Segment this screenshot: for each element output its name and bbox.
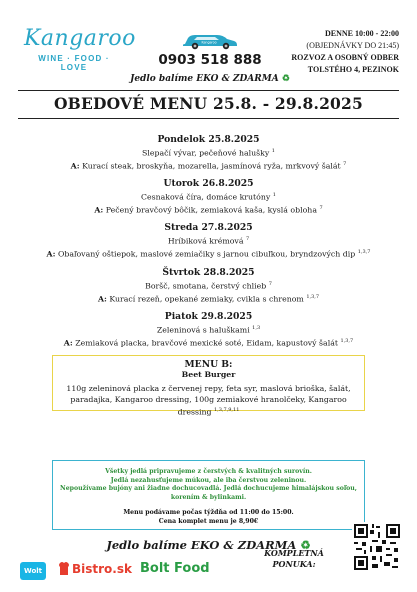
logo-wordmark: Kangaroo: [24, 26, 136, 51]
info-box: [52, 460, 365, 530]
menu-b-description-line: [53, 384, 364, 418]
bistro-logo[interactable]: [58, 561, 132, 576]
wolt-logo[interactable]: Wolt: [20, 562, 46, 580]
main-allergens: 7: [343, 161, 347, 168]
opening-info: [269, 28, 399, 76]
order-deadline: (OBJEDNÁVKY DO 21:45): [306, 41, 399, 50]
serving-hours: Menu podávame počas týždňa od 11:00 do 15:00.: [123, 509, 294, 517]
day-soup: [0, 234, 417, 247]
main-allergens: 1,3,7: [340, 338, 354, 345]
day-title: Utorok 26.8.2025: [163, 178, 254, 189]
page-title: OBEDOVÉ MENU 25.8. - 29.8.2025: [53, 94, 364, 113]
main-label: A:: [63, 338, 73, 348]
day-thursday: [0, 267, 417, 305]
main-text: Kurací rezeň, opekané zemiaky, cvikla s chrenom: [109, 294, 304, 304]
main-allergens: 1,3,7: [357, 249, 371, 256]
day-main: [0, 247, 417, 260]
main-text: Obaľovaný oštiepok, maslové zemiačiky s jarnou cibuľkou, bryndzových dip: [57, 249, 356, 259]
day-title: Streda 27.8.2025: [164, 222, 253, 233]
main-allergens: 1,3,7: [306, 294, 320, 301]
eco-packaging-note: [130, 74, 290, 84]
address: TOLSTÉHO 4, PEZINOK: [307, 65, 399, 74]
soup-text: Zeleninová s haluškami: [156, 325, 250, 335]
svg-text:Kangaroo: Kangaroo: [201, 40, 217, 45]
soup-allergens: 1,3: [252, 325, 261, 331]
soup-allergens: 1: [271, 148, 275, 154]
soup-text: Cesnaková číra, domáce krutóny: [141, 192, 271, 202]
logo-tagline: WINE · FOOD · LOVE: [38, 54, 110, 72]
recycle-icon: ♻: [300, 538, 311, 552]
menu-b-name: Beet Burger: [181, 370, 236, 379]
delivery-partners: [0, 548, 417, 582]
title-bottom-rule: [18, 118, 399, 119]
delivery-pickup: ROZVOZ A OSOBNÝ ODBER: [291, 53, 399, 62]
info-line: Nepoužívame bujóny ani žiadne dochucovadlá. Jedlá dochucujeme himalájskou soľou,: [60, 485, 357, 493]
logo: [24, 26, 136, 72]
opening-hours: DENNE 10:00 - 22:00: [325, 29, 399, 38]
day-main: [0, 159, 417, 172]
recycle-icon: ♻: [281, 74, 290, 84]
soup-text: Hríbiková krémová: [167, 236, 244, 246]
day-friday: [0, 311, 417, 349]
day-title: Piatok 29.8.2025: [164, 311, 253, 322]
info-line: korením & bylinkami.: [170, 493, 247, 501]
day-title: Štvrtok 28.8.2025: [162, 267, 255, 278]
day-main: [0, 292, 417, 305]
full-menu-label-line: KOMPLETNÁ: [264, 548, 324, 558]
day-monday: [0, 134, 417, 172]
menu-b-description: 110g zeleninová placka z červenej repy, feta syr, maslová brioška, šalát, paradajka, Kangaroo dressing, 100g zemiakové hranolčeky, Kangaroo dressing: [66, 384, 351, 417]
day-soup: [0, 190, 417, 203]
day-soup: [0, 146, 417, 159]
day-main: [0, 203, 417, 216]
menu-price: Cena komplet menu je 8,90€: [158, 517, 259, 525]
eco-packaging-text: Jedlo balíme EKO & ZDARMA: [130, 74, 279, 84]
soup-allergens: 1: [272, 192, 276, 198]
menu-b-box: [52, 355, 365, 417]
main-text: Zemiaková placka, bravčové mexické soté, Eidam, kapustový šalát: [75, 338, 338, 348]
day-title: Pondelok 25.8.2025: [157, 134, 260, 145]
soup-allergens: 7: [268, 281, 272, 287]
main-label: A:: [94, 205, 104, 215]
main-label: A:: [46, 249, 56, 259]
day-soup: [0, 323, 417, 336]
qr-code-icon[interactable]: [352, 522, 402, 572]
menu-b-title: MENU B:: [184, 359, 233, 370]
day-tuesday: [0, 178, 417, 216]
full-menu-label: [248, 548, 340, 570]
info-line: Jedlá nezahusťujeme múkou, ale iba čerstvou zeleninou.: [110, 476, 307, 484]
soup-text: Slepačí vývar, pečeňové halušky: [142, 148, 270, 158]
day-soup: [0, 279, 417, 292]
delivery-car-icon: [179, 30, 241, 50]
main-text: Kurací steak, broskyňa, mozarella, jasmínová ryža, mrkvový šalát: [82, 161, 341, 171]
title-top-rule: [18, 90, 399, 91]
footer-eco-text: Jedlo balíme EKO & ZDARMA: [106, 538, 297, 552]
bistro-text: Bistro.sk: [72, 562, 132, 576]
full-menu-label-line: PONUKA:: [272, 559, 316, 569]
day-main: [0, 336, 417, 349]
main-allergens: 7: [319, 205, 323, 212]
chef-hat-icon: [58, 561, 70, 575]
day-wednesday: [0, 222, 417, 260]
main-text: Pečený bravčový bôčik, zemiaková kaša, kyslá obloha: [105, 205, 317, 215]
main-label: A:: [70, 161, 80, 171]
contact-block: [130, 30, 290, 84]
phone-number[interactable]: 0903 518 888: [158, 52, 262, 68]
main-label: A:: [97, 294, 107, 304]
bolt-food-logo[interactable]: Bolt Food: [140, 561, 210, 576]
menu-b-allergens: 1,3,7,9,11: [213, 407, 240, 414]
soup-text: Boršč, smotana, čerstvý chlieb: [145, 281, 267, 291]
soup-allergens: 7: [245, 236, 250, 242]
info-line: Všetky jedlá pripravujeme z čerstvých & kvalitných surovín.: [105, 468, 312, 475]
